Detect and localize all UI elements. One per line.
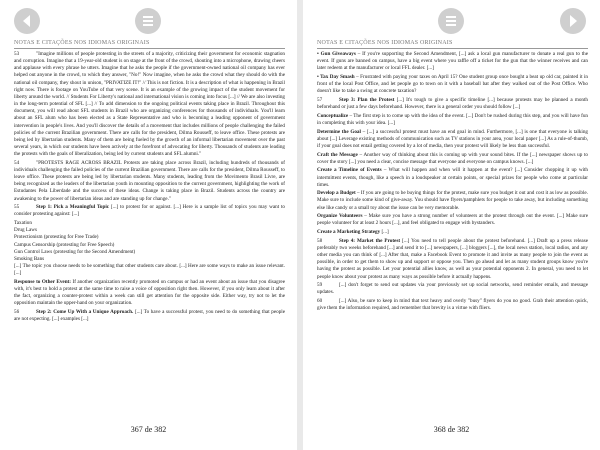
planning-text: [...]: [380, 229, 389, 236]
bullet-item: [317, 51, 588, 72]
note-number: 58: [317, 237, 323, 244]
bullet-text: – Frustrated with paying your taxes on April 15? One student group once bought a beat up old car, painted it in front of the local Post Office, and let people go to town on it with a baseball bat after they walked out of the Post Office. Who doesn't like to take a swing at concrete taxation?: [317, 73, 588, 95]
planning-item: [317, 129, 588, 150]
planning-text: – Another way of thinking about this is coming up with your sound bites. If the [...] newspaper shows up to cover the story [...] you need a clear, concise message that everyone and everyone on campus knows. [...]: [317, 151, 588, 165]
note-number: 56: [14, 308, 20, 315]
note-text: [...] You need to tell people about the protest beforehand. [...] Draft up a press release preferably two weeks beforehand [...] and send it to [...] newspapers, [...] bloggers [...], the local news station, local radios, and any other media you can think of [...] After that, make a Facebook Event to promote it and invite as many people to join the event as possible, in order to get them to show up and support or oppose you. Then go ahead and let as many student groups know you're having the protest as possible. Let your potential allies know, as well as your potential opponents 2. In general, you need to let people know about your protest as many ways as possible before it actually happens.: [317, 237, 588, 280]
note-58: [317, 238, 588, 281]
page-number: 367 de 382: [130, 425, 167, 434]
note-text: [...] The topic you choose needs to be something that other students care about. [...] Here are some ways to make an issue relevant. [...]: [14, 263, 285, 277]
planning-item: [317, 229, 588, 236]
list-item: Drug Laws: [14, 227, 37, 234]
note-text: [...] It's tough to give a specific timeline [...] because protests may be planned a month beforehand or just a few days beforehand. However, there is a general order you should follow [...]: [317, 96, 588, 111]
planning-text: – Make sure you have a strong number of volunteers at the protest through out the event. [...] Make sure people volunteer for at least 2 hours [...], and feel obligated to engage with bystanders.: [317, 213, 588, 227]
note-text: [...] Also, be sure to keep in mind that text heavy and overly "busy" flyers do you no good. Grab their attention quick, give them the information required, and remember that brevity is a virtue with fliers.: [317, 298, 588, 312]
note-56: [14, 309, 285, 323]
bullet-item: [317, 74, 588, 95]
response-heading: Response to Other Event:: [14, 278, 71, 285]
note-number: 60: [317, 298, 323, 304]
list-item: Protectionism (protesting for Free Trade): [14, 234, 99, 241]
planning-item: [317, 190, 588, 211]
step-heading: Step 1: Pick a Meaningful Topic: [36, 204, 110, 211]
running-header: NOTAS E CITAÇÕES NOS IDIOMAS ORIGINAIS: [14, 40, 150, 46]
response-paragraph: [14, 279, 285, 308]
list-item: Gun Control Laws (protesting for the Second Amendment): [14, 248, 136, 255]
note-number: 57: [317, 96, 323, 103]
note-text: "Imagine millions of people protesting in the streets of a majority, criticizing their government for economic stagnation and corruption. Imagine that a 19-year-old student is on stage at the front of the crowd, shouting into a microphone, drawing cheers and applause with every phrase he utters. Imagine that he asks the people if the government-owned national oil company has ever helped out anyone in the crowd, to which they answer, "No!" Now imagine, when he asks the crowd what they should do with the national oil company, they shout in unison, "PRIVATIZE IT!" // This is not fiction. It is a description of what is happening in Brazil right now. There is footage on YouTube of that very scene. It is an example of the growing impact of the student movement for liberty around the world. // Students For Liberty's national and international vision is coming into focus [...] // We are also investing in the long-term potential of SFL [...] // To add dimension to the ongoing political events taking place in Brazil. Throughout this document, you will read about SFL students in Brazil who are organizing conferences for thousands of individuals. You'll learn about an SFL alum who has been elected as a State Representative and who is becoming a leading opponent of government intervention in people's lives. And you'll discover the details of a movement that includes millions of people challenging the failed policies of the current Brazilian government. There are calls for the president, Dilma Rousseff, to leave office. These protests are being led by libertarian students. Many of them are being fueled by the growth of an informal libertarian movement over the past several years, in which our students have been actively at the forefront of advocating for liberty. Thousands of students are leading the protests with the goals of liberalization, being led by current students and SFL alumni.": [14, 51, 285, 158]
step-heading: Step 3: Plan the Protest: [339, 96, 395, 103]
planning-heading: Create a Timeline of Events: [317, 167, 382, 174]
right-nav-bar: [303, 8, 600, 36]
planning-text: – What will happen and when will it happen at the event? [...] Consider chopping it up with intermittent events, though, like a speech in a loudspeaker at certain points, or special prizes for people who come at particular times.: [317, 167, 588, 188]
bullet-heading: • Gun Giveaways: [317, 51, 356, 57]
left-nav-bar: [0, 8, 297, 36]
right-page: [303, 0, 600, 450]
note-60: [317, 298, 588, 312]
menu-button[interactable]: [438, 8, 464, 34]
planning-item: [317, 167, 588, 188]
note-text: [...] To have a successful protest, you need to do something that people are not expecting. [...] examples [...]: [14, 308, 285, 323]
planning-heading: Conceptualize: [317, 112, 349, 119]
planning-heading: Determine the Goal: [317, 128, 361, 135]
planning-item: [317, 213, 588, 227]
step-heading: Step 2: Come Up With a Unique Approach.: [36, 308, 134, 315]
planning-heading: Create a Marketing Strategy: [317, 229, 381, 236]
planning-text: – [...] a successful protest must have an end goal in mind. Furthermore, [...] is one that everyone is talking about [...] Leverage existing methods of communication such as TV stations in your area, your local paper [...] As a rule-of-thumb, if your goal does not entail getting covered by a lot of media, then your protest will likely be less than successful.: [317, 128, 588, 149]
note-text: [...] to protest for or against. [...] Here is a sample list of topics you may want to consider protesting against: [...]: [14, 204, 286, 218]
list-item: Smoking Bans: [14, 255, 45, 262]
header-divider: [14, 48, 285, 49]
note-57: [317, 97, 588, 111]
note-text: If another organization recently promoted on campus or had an event about an issue that you disagree with, it's best to hold a protest at the same time to raise a voice of opposition right then. However, if you only learn about it after the fact, organizing a counter-protest within a week can still get attention for the opposite side. Either way, try not to let the opposition maintain the upper-hand on your organization.: [14, 278, 285, 307]
note-53: [14, 51, 285, 158]
list-item: Taxation: [14, 220, 32, 227]
note-54: [14, 160, 285, 203]
planning-heading: Organize Volunteers: [317, 213, 363, 220]
note-text: [...] don't forget to send out updates via your previously set up social networks, send reminder emails, and message updates.: [317, 282, 588, 296]
step-heading: Step 4: Market the Protest: [339, 237, 401, 244]
running-header: NOTAS E CITAÇÕES NOS IDIOMAS ORIGINAIS: [317, 40, 453, 46]
header-divider: [317, 48, 588, 49]
planning-heading: Develop a Budget: [317, 190, 356, 197]
note-number: 54: [14, 159, 20, 166]
notes-body: [317, 51, 588, 314]
bullet-heading: • Tax Day Smash: [317, 73, 355, 80]
page-number: 368 de 382: [433, 425, 470, 434]
note-number: 53: [14, 51, 20, 57]
menu-button[interactable]: [135, 8, 161, 34]
note-text: "PROTESTS RAGE ACROSS BRAZIL Protests are taking place across Brazil, including hundreds of thousands of individuals challenging the failed policies of the current Brazilian government. There are calls for the president, Dilma Rousseff, to leave office. These protests are being led by libertarian students. Many students, leading from the Movimento Brasil Livre, are being recognized as the leaders of the libertarian youth in mounting opposition to the current government, highlighting the work of Estudantes Pela Liberdade and the success of these ideas. Change is taking place in Brazil. Students across the country are awakening to the power of libertarian ideas and are standing up for change.": [14, 159, 285, 202]
left-page: [0, 0, 297, 450]
planning-heading: Craft the Message: [317, 151, 358, 158]
list-icon: [438, 8, 464, 34]
note-number: 59: [317, 282, 323, 289]
next-page-button[interactable]: [560, 8, 586, 34]
chevron-right-icon: [560, 8, 586, 34]
note-number: 55: [14, 204, 20, 211]
list-item: Campus Censorship (protesting for Free Speech): [14, 241, 115, 248]
chevron-left-icon: [14, 8, 40, 34]
planning-item: [317, 152, 588, 166]
prev-page-button[interactable]: [14, 8, 40, 34]
planning-text: – If you are going to be buying things for the protest, make sure you budget it out and cost it as low as possible. Make sure to include some kind of give-away. You should have flyers/pamphlets for people to take away, but including something else like candy or a small toy about the issue can be very memorable.: [317, 190, 588, 211]
note-55: [14, 204, 285, 218]
planning-item: [317, 113, 588, 127]
list-icon: [135, 8, 161, 34]
note-59: [317, 282, 588, 296]
planning-text: – The first step is to come up with the idea of the event. [...] Don't be rushed during this step, and you will have fun in completing this with your idea. [...]: [317, 112, 588, 126]
bullet-text: – If you're supporting the Second Amendment, [...] ask a local gun manufacturer to donate a real gun to the event. If guns are banned on campus, have a big event where you raffle off a ticket for the gun that the winner receives and can later redeem at the manufacturer or local FFL dealer. [...]: [317, 51, 588, 72]
notes-body: [14, 51, 285, 325]
